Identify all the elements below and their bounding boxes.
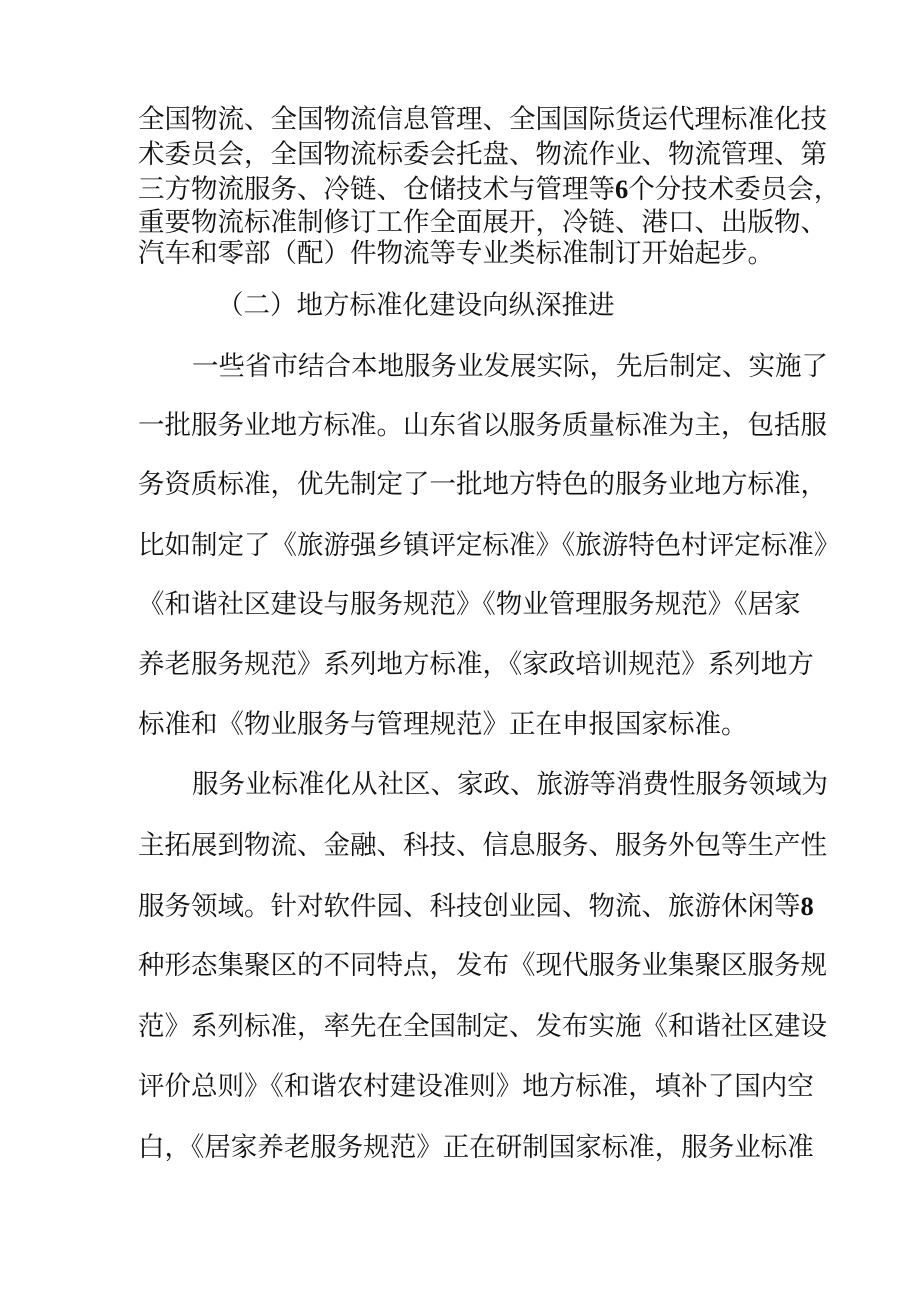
paragraph-3-line-3-text: 服务领域。针对软件园、科技创业园、物流、旅游休闲等 [138,891,801,922]
paragraph-1-line-3 [138,172,841,207]
paragraph-2-line-2: 一批服务业地方标准。山东省以服务质量标准为主，包括服 [138,410,827,441]
paragraph-2-line-6: 养老服务规范》系列地方标准，《家政培训规范》系列地方 [138,649,814,680]
section-heading: （二）地方标准化建设向纵深推进 [217,290,615,321]
paragraph-3-line-2: 主拓展到物流、金融、科技、信息服务、服务外包等生产性 [138,830,827,861]
paragraph-2-line-7: 标准和《物业服务与管理规范》正在申报国家标准。 [138,709,748,740]
paragraph-1-line-4: 重要物流标准制修订工作全面展开，冷链、港口、出版物、 [138,207,827,238]
paragraph-2-line-1: 一些省市结合本地服务业发展实际，先后制定、实施了 [192,351,828,382]
paragraph-1-number: 6 [615,174,629,204]
paragraph-1-line-1: 全国物流、全国物流信息管理、全国国际货运代理标准化技 [138,104,827,135]
paragraph-3-line-3 [138,889,814,924]
paragraph-3-line-1: 服务业标准化从社区、家政、旅游等消费性服务领域为 [192,769,828,800]
paragraph-2-line-4: 比如制定了《旅游强乡镇评定标准》《旅游特色村评定标准》 [138,530,841,561]
paragraph-1-line-3-text-a: 三方物流服务、冷链、仓储技术与管理等 [138,174,615,205]
paragraph-1-line-3-text-b: 个分技术委员会， [628,174,841,205]
paragraph-2-line-3: 务资质标准，优先制定了一批地方特色的服务业地方标准， [138,469,827,500]
paragraph-3-line-7: 白，《居家养老服务规范》正在研制国家标准，服务业标准 [138,1132,814,1163]
paragraph-1-line-2: 术委员会，全国物流标委会托盘、物流作业、物流管理、第 [138,139,827,170]
paragraph-3-line-4: 种形态集聚区的不同特点，发布《现代服务业集聚区服务规 [138,950,827,981]
paragraph-1-line-5: 汽车和零部（配）件物流等专业类标准制订开始起步。 [138,238,774,269]
paragraph-3-line-5: 范》系列标准，率先在全国制定、发布实施《和谐社区建设 [138,1011,827,1042]
paragraph-3-number: 8 [800,891,814,921]
paragraph-3-line-6: 评价总则》《和谐农村建设准则》地方标准，填补了国内空 [138,1071,814,1102]
paragraph-2-line-5: 《和谐社区建设与服务规范》《物业管理服务规范》《居家 [138,589,801,620]
